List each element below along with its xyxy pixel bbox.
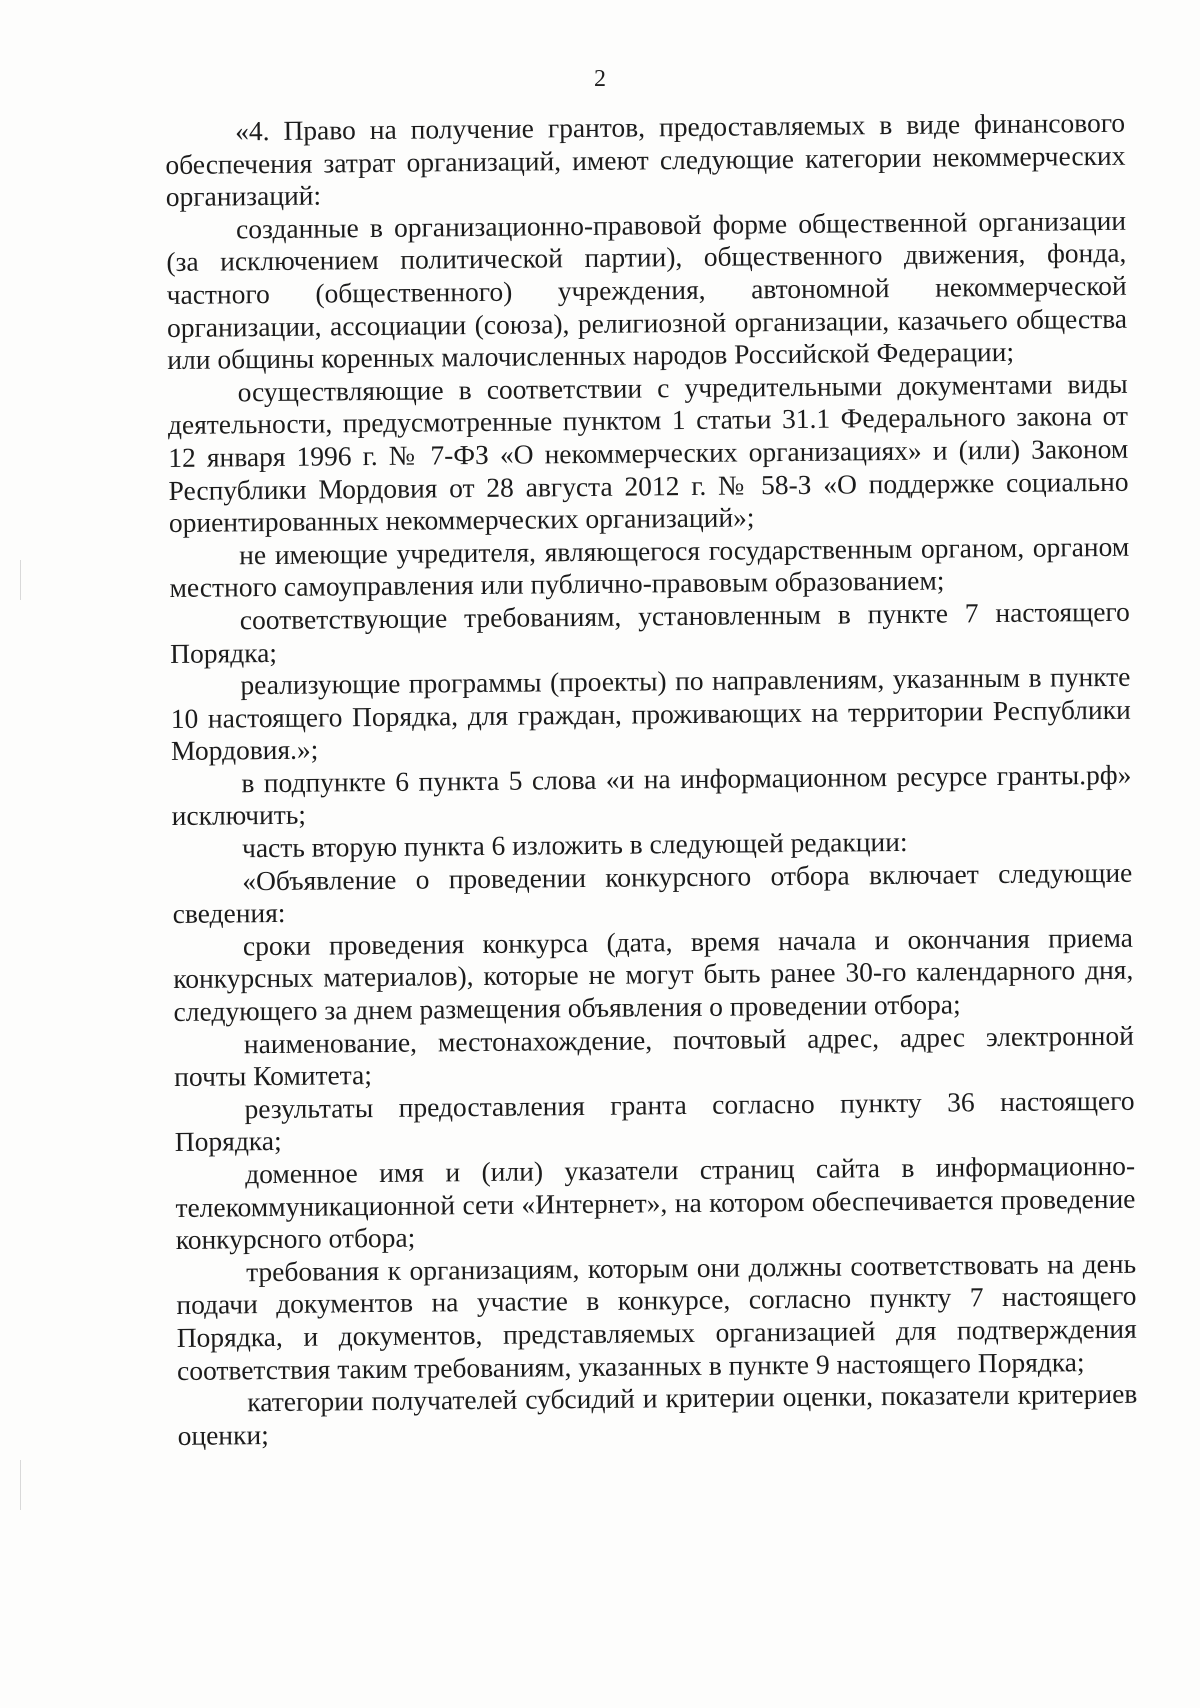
paragraph: требования к организациям, которым они должны соответствовать на день подачи документов на участие в конкурсе, согласно пункту 7 настоящего Порядка, и документов, представляемых организацией для подтверждения соответствия таким требованиям, указанных в пункте 9 настоящего Порядка; bbox=[176, 1247, 1137, 1386]
paragraph: реализующие программы (проекты) по направлениям, указанным в пункте 10 настоящего Порядка, для граждан, проживающих на территории Республики Мордовия.»; bbox=[170, 660, 1131, 767]
paragraph: «Объявление о проведении конкурсного отбора включает следующие сведения: bbox=[172, 856, 1133, 930]
paragraph: доменное имя и (или) указатели страниц сайта в информационно-телекоммуникационной сети «Интернет», на котором обеспечивается проведение конкурсного отбора; bbox=[175, 1149, 1136, 1256]
paragraph: «4. Право на получение грантов, предоставляемых в виде финансового обеспечения затрат организаций, имеют следующие категории некоммерческих организаций: bbox=[165, 106, 1126, 213]
scan-artifact bbox=[20, 560, 21, 600]
paragraph: осуществляющие в соответствии с учредительными документами виды деятельности, предусмотренные пунктом 1 статьи 31.1 Федерального закона от 12 января 1996 г. № 7-ФЗ «О некоммерческих организациях» и (или) Законом Республики Мордовия от 28 августа 2012 г. № 58-З «О поддержке социально ориентированных некоммерческих организаций»; bbox=[167, 367, 1129, 539]
paragraph: часть вторую пункта 6 изложить в следующей редакции: bbox=[241, 825, 908, 864]
paragraph: созданные в организационно-правовой форме общественной организации (за исключением политической партии), общественного движения, фонда, частного (общественного) учреждения, автономной некоммерческой организации, ассоциации (союза), религиозной организации, казачьего общества или общины коренных малочисленных народов Российской Федерации; bbox=[166, 204, 1128, 376]
paragraph: не имеющие учредителя, являющегося государственным органом, органом местного самоуправления или публично-правовым образованием; bbox=[169, 530, 1130, 604]
paragraph: категории получателей субсидий и критерии оценки, показатели критериев оценки; bbox=[177, 1377, 1138, 1451]
paragraph: наименование, местонахождение, почтовый адрес, адрес электронной почты Комитета; bbox=[174, 1019, 1135, 1093]
paragraph: результаты предоставления гранта согласно пункту 36 настоящего Порядка; bbox=[174, 1084, 1135, 1158]
page-number: 2 bbox=[594, 66, 606, 92]
document-body bbox=[165, 107, 1138, 1452]
scan-artifact bbox=[20, 1460, 21, 1510]
paragraph: в подпункте 6 пункта 5 слова «и на информационном ресурсе гранты.рф» исключить; bbox=[171, 758, 1132, 832]
paragraph: соответствующие требованиям, установленным в пункте 7 настоящего Порядка; bbox=[170, 595, 1130, 669]
paragraph: сроки проведения конкурса (дата, время начала и окончания приема конкурсных материалов), которые не могут быть ранее 30-го календарного дня, следующего за днем размещения объявления о проведении отбора; bbox=[173, 921, 1134, 1027]
